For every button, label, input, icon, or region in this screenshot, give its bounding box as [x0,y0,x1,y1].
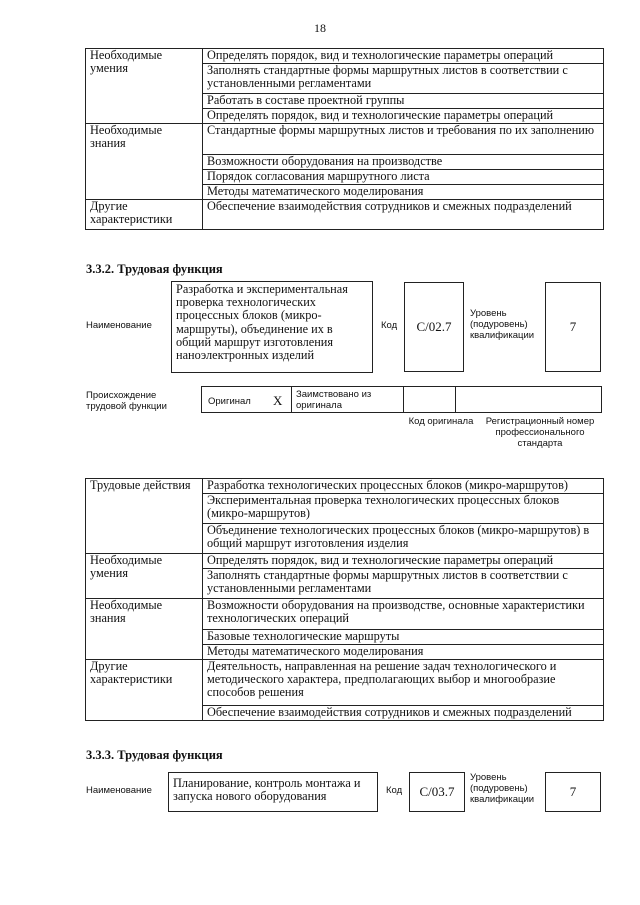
name-label: Наименование [86,785,152,796]
level-value-box: 7 [545,282,601,372]
row-category: Трудовые действия [86,479,203,554]
requirements-table-1 [85,48,604,230]
level-label: Уровень (подуровень) квалификации [470,308,535,341]
row-item: Возможности оборудования на производстве, основные характеристики технологических операций [203,599,604,630]
row-item: Обеспечение взаимодействия сотрудников и смежных подразделений [203,706,604,721]
row-item: Определять порядок, вид и технологические параметры операций [203,109,604,124]
code-original-label: Код оригинала [408,416,474,427]
row-category: Необходимые умения [86,554,203,599]
table-row [86,660,604,706]
section-title-3-3-3: 3.3.3. Трудовая функция [86,748,223,762]
origin-box [201,386,602,413]
row-item: Экспериментальная проверка технологических процессных блоков (микро-маршрутов) [203,494,604,524]
section-title-3-3-2: 3.3.2. Трудовая функция [86,262,223,276]
row-item: Заполнять стандартные формы маршрутных листов в соответствии с установленными регламентами [203,569,604,599]
level-label: Уровень (подуровень) квалификации [470,772,535,805]
requirements-table-2 [85,478,604,721]
row-item: Обеспечение взаимодействия сотрудников и смежных подразделений [203,200,604,230]
row-item: Методы математического моделирования [203,185,604,200]
row-item: Заполнять стандартные формы маршрутных листов в соответствии с установленными регламентами [203,64,604,94]
name-label: Наименование [86,320,152,331]
original-label: Оригинал [208,396,251,407]
reg-number-label: Регистрационный номер профессионального стандарта [485,416,595,449]
row-item: Возможности оборудования на производстве [203,155,604,170]
row-item: Определять порядок, вид и технологические параметры операций [203,49,604,64]
divider [403,387,404,412]
row-category: Необходимые умения [86,49,203,124]
row-item: Объединение технологических процессных блоков (микро-маршрутов) в общий маршрут изготовления изделия [203,524,604,554]
row-category: Другие характеристики [86,200,203,230]
table-row [86,124,604,155]
code-label: Код [381,320,398,331]
function-name-box: Планирование, контроль монтажа и запуска нового оборудования [168,772,378,812]
original-mark: X [273,393,283,408]
function-name-box: Разработка и экспериментальная проверка технологических процессных блоков (микро-маршруты), объединение их в общий маршрут изготовления наноэлектронных изделий [171,281,373,373]
row-category: Необходимые знания [86,124,203,200]
row-item: Деятельность, направленная на решение задач технологического и методического характера, предполагающих выбор и многообразие способов решения [203,660,604,706]
divider [455,387,456,412]
table-row [86,554,604,569]
row-item: Стандартные формы маршрутных листов и требования по их заполнению [203,124,604,155]
row-item: Работать в составе проектной группы [203,94,604,109]
divider [291,387,292,412]
table-row [86,479,604,494]
code-value-box: C/02.7 [404,282,464,372]
code-label: Код [386,785,403,796]
row-item: Разработка технологических процессных блоков (микро-маршрутов) [203,479,604,494]
row-item: Базовые технологические маршруты [203,630,604,645]
table-row [86,49,604,64]
page-number: 18 [314,21,326,35]
row-item: Методы математического моделирования [203,645,604,660]
origin-label: Происхождение трудовой функции [86,390,167,412]
level-value-box: 7 [545,772,601,812]
code-value-box: C/03.7 [409,772,465,812]
borrowed-label: Заимствовано из оригинала [296,389,372,411]
table-row [86,200,604,230]
row-category: Другие характеристики [86,660,203,721]
row-item: Порядок согласования маршрутного листа [203,170,604,185]
table-row [86,599,604,630]
row-category: Необходимые знания [86,599,203,660]
row-item: Определять порядок, вид и технологические параметры операций [203,554,604,569]
